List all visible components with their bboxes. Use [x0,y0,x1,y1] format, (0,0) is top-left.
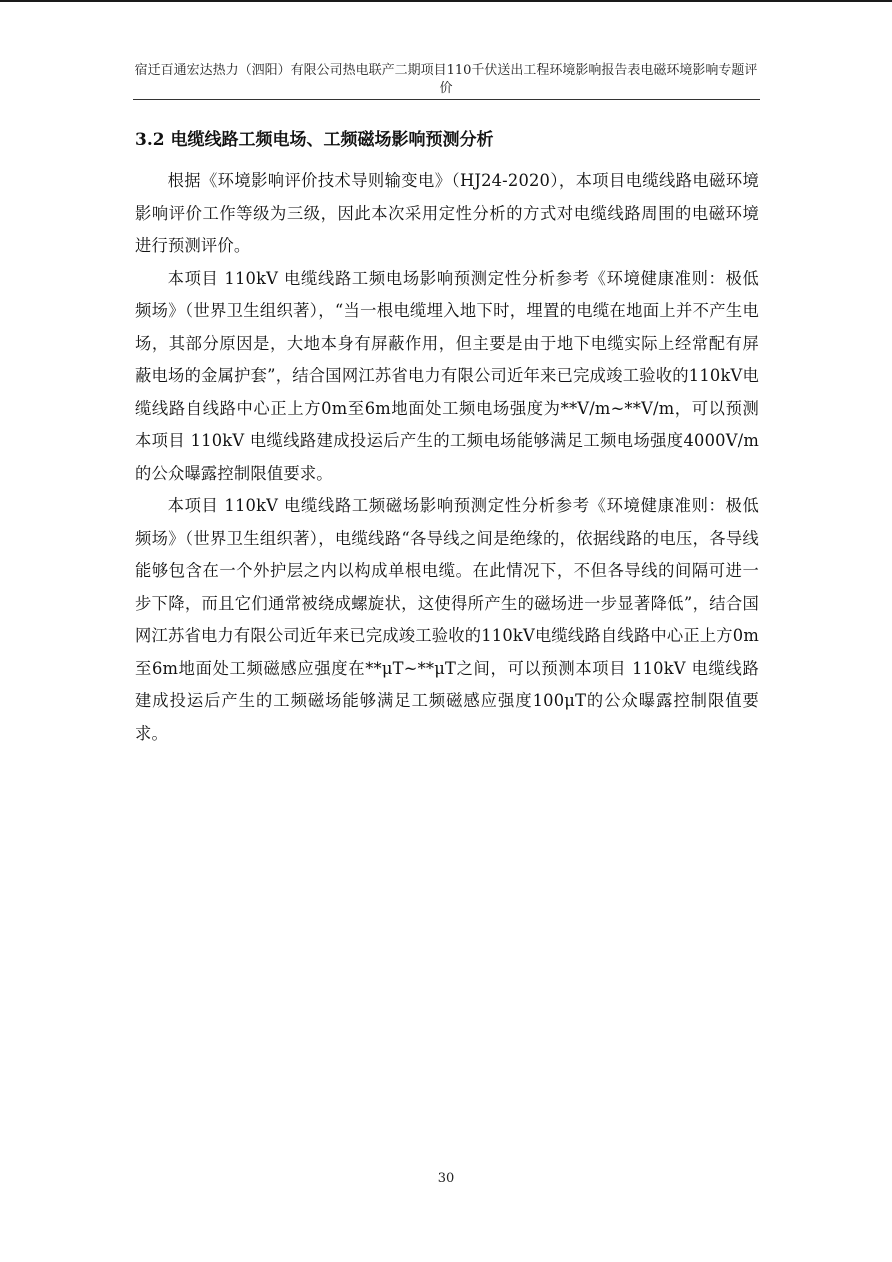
page-number: 30 [437,1171,455,1186]
section-heading: 3.2 电缆线路工频电场、工频磁场影响预测分析 [135,130,494,150]
paragraph: 本项目 110kV 电缆线路工频磁场影响预测定性分析参考《环境健康准则：极低频场》（世界卫生组织著），电缆线路“各导线之间是绝缘的，依据线路的电压，各导线能够包含在一个外护层之内以构成单根电缆。在此情况下，不但各导线的间隔可进一步下降，而且它们通常被绕成螺旋状，这使得所产生的磁场进一步显著降低”，结合国网江苏省电力有限公司近年来已完成竣工验收的110kV电缆线路自线路中心正上方0m至6m地面处工频磁感应强度在**μT~**μT之间，可以预测本项目 110kV 电缆线路建成投运后产生的工频磁场能够满足工频磁感应强度100μT的公众曝露控制限值要求。 [135,496,759,743]
page-top-border [0,0,892,2]
paragraph: 本项目 110kV 电缆线路工频电场影响预测定性分析参考《环境健康准则：极低频场》（世界卫生组织著），“当一根电缆埋入地下时，埋置的电缆在地面上并不产生电场，其部分原因是，大地本身有屏蔽作用，但主要是由于地下电缆实际上经常配有屏蔽电场的金属护套”，结合国网江苏省电力有限公司近年来已完成竣工验收的110kV电缆线路自线路中心正上方0m至6m地面处工频电场强度为**V/m~**V/m，可以预测本项目 110kV 电缆线路建成投运后产生的工频电场能够满足工频电场强度4000V/m的公众曝露控制限值要求。 [135,268,759,483]
header-divider [133,99,760,100]
running-header: 宿迁百通宏达热力（泗阳）有限公司热电联产二期项目110千伏送出工程环境影响报告表电磁环境影响专题评价 [134,63,758,96]
paragraph: 根据《环境影响评价技术导则输变电》（HJ24-2020），本项目电缆线路电磁环境影响评价工作等级为三级，因此本次采用定性分析的方式对电缆线路周围的电磁环境进行预测评价。 [135,171,759,255]
body-text [135,165,759,750]
